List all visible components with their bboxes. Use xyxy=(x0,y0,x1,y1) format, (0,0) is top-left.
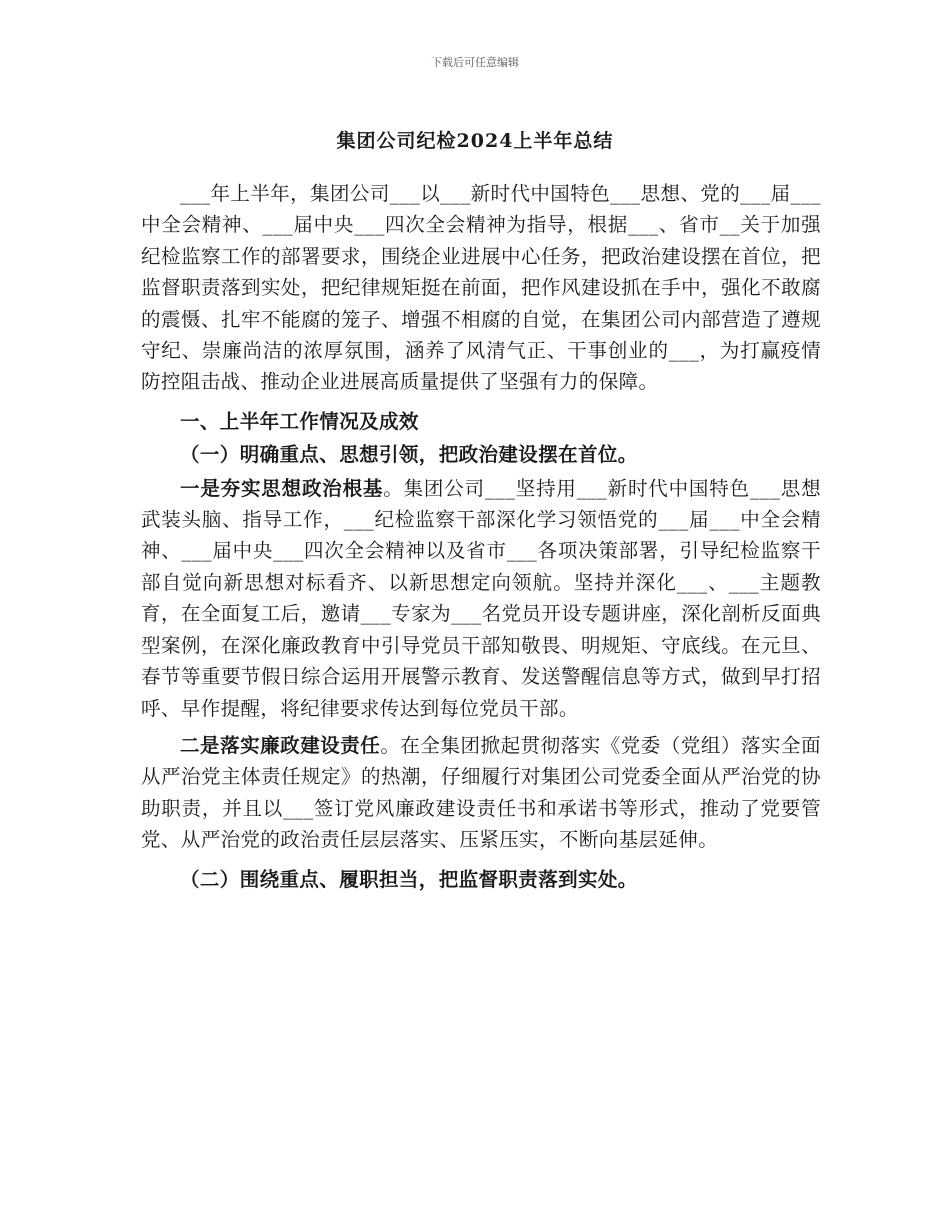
paragraph-2 xyxy=(141,730,821,856)
paragraph-1-body: 。集团公司___坚持用___新时代中国特色___思想武装头脑、指导工作，___纪检监察干部深化学习领悟党的___届___中全会精神、___届中央___四次全会精神以及省市___各项决策部署，引导纪检监察干部自觉向新思想对标看齐、以新思想定向领航。坚持并深化___、___主题教育，在全面复工后，邀请___专家为___名党员开设专题讲座，深化剖析反面典型案例，在深化廉政教育中引导党员干部知敬畏、明规矩、守底线。在元旦、春节等重要节假日综合运用开展警示教育、发送警醒信息等方式，做到早打招呼、早作提醒，将纪律要求传达到每位党员干部。 xyxy=(141,476,821,720)
document-body xyxy=(141,178,821,897)
paragraph-2-lead: 二是落实廉政建设责任 xyxy=(180,733,381,757)
paragraph-2-body: 。在全集团掀起贯彻落实《党委（党组）落实全面从严治党主体责任规定》的热潮，仔细履行对集团公司党委全面从严治党的协助职责，并且以___签订党风廉政建设责任书和承诺书等形式，推动了党要管党、从严治党的政治责任层层落实、压紧压实，不断向基层延伸。 xyxy=(141,733,821,852)
document-title: 集团公司纪检2024上半年总结 xyxy=(336,130,614,152)
subsection-heading-2: （二）围绕重点、履职担当，把监督职责落到实处。 xyxy=(180,867,638,891)
paragraph-1 xyxy=(141,473,821,724)
subsection-heading-1: （一）明确重点、思想引领，把政治建设摆在首位。 xyxy=(180,443,638,467)
paragraph-1-lead: 一是夯实思想政治根基 xyxy=(180,476,384,500)
section-heading-1: 一、上半年工作情况及成效 xyxy=(180,409,419,433)
intro-paragraph: ___年上半年，集团公司___以___新时代中国特色___思想、党的___届___中全会精神、___届中央___四次全会精神为指导，根据___、省市__关于加强纪检监察工作的部署要求，围绕企业进展中心任务，把政治建设摆在首位，把监督职责落到实处，把纪律规矩挺在前面，把作风建设抓在手中，强化不敢腐的震慑、扎牢不能腐的笼子、增强不相腐的自觉，在集团公司内部营造了遵规守纪、崇廉尚洁的浓厚氛围，涵养了风清气正、干事创业的___，为打赢疫情防控阻击战、推动企业进展高质量提供了坚强有力的保障。 xyxy=(141,182,821,394)
header-note: 下载后可任意编辑 xyxy=(431,56,519,69)
